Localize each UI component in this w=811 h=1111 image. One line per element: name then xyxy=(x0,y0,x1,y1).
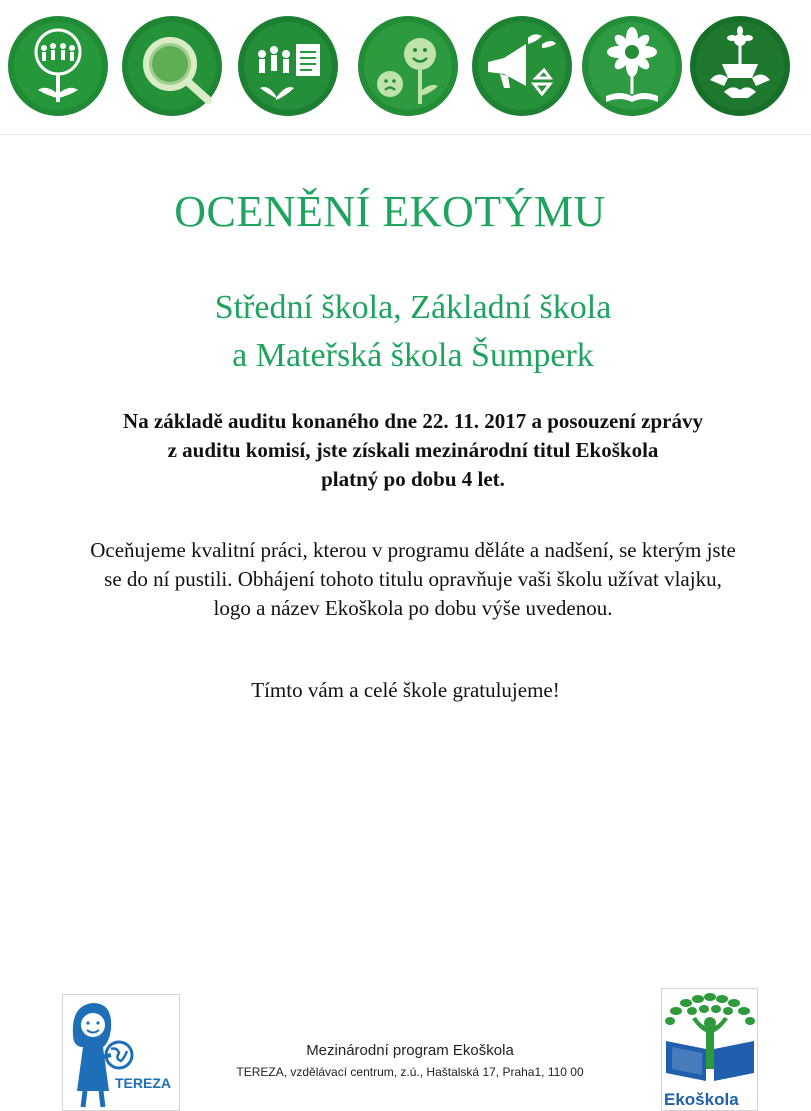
footer-address: TEREZA, vzdělávací centrum, z.ú., Haštalská 17, Praha1, 110 00 xyxy=(236,1065,584,1079)
school-name-line-1: Střední škola, Základní škola xyxy=(214,289,612,326)
magnifier-icon xyxy=(120,14,224,118)
award-title: OCENĚNÍ EKOTÝMU xyxy=(174,187,606,236)
school-name xyxy=(0,284,811,380)
tereza-logo xyxy=(62,994,180,1111)
people-checklist-icon xyxy=(236,14,340,118)
ekoskola-logo-label: Ekoškola xyxy=(664,1090,739,1109)
footer-program: Mezinárodní program Ekoškola xyxy=(306,1042,514,1059)
happy-sad-flower-icon xyxy=(356,14,460,118)
megaphone-recycle-icon xyxy=(470,14,574,118)
tereza-logo-label: TEREZA xyxy=(115,1075,171,1091)
appreciation-paragraph xyxy=(0,536,811,623)
community-tree-icon xyxy=(6,14,110,118)
audit-statement xyxy=(0,407,811,494)
appreciation-line-2: se do ní pustili. Obhájení tohoto titulu opravňuje vaši školu užívat vlajku, xyxy=(104,567,722,591)
ekoskola-logo xyxy=(661,988,758,1111)
flower-book-icon xyxy=(580,14,684,118)
audit-line-3: platný po dobu 4 let. xyxy=(321,467,505,491)
tereza-girl-globe-icon xyxy=(63,995,180,1111)
hands-plant-icon xyxy=(688,14,792,118)
audit-line-1: Na základě auditu konaného dne 22. 11. 2017 a posouzení zprávy xyxy=(123,409,703,433)
appreciation-line-3: logo a název Ekoškola po dobu výše uvedenou. xyxy=(213,596,613,620)
ekoskola-tree-icon xyxy=(662,989,758,1089)
school-name-line-2: a Mateřská škola Šumperk xyxy=(232,337,594,374)
audit-line-2: z auditu komisí, jste získali mezinárodní titul Ekoškola xyxy=(167,438,659,462)
congratulations-text: Tímto vám a celé škole gratulujeme! xyxy=(251,678,560,702)
icon-strip xyxy=(0,0,811,135)
appreciation-line-1: Oceňujeme kvalitní práci, kterou v programu děláte a nadšení, se kterým jste xyxy=(90,538,736,562)
footer xyxy=(180,1041,640,1081)
